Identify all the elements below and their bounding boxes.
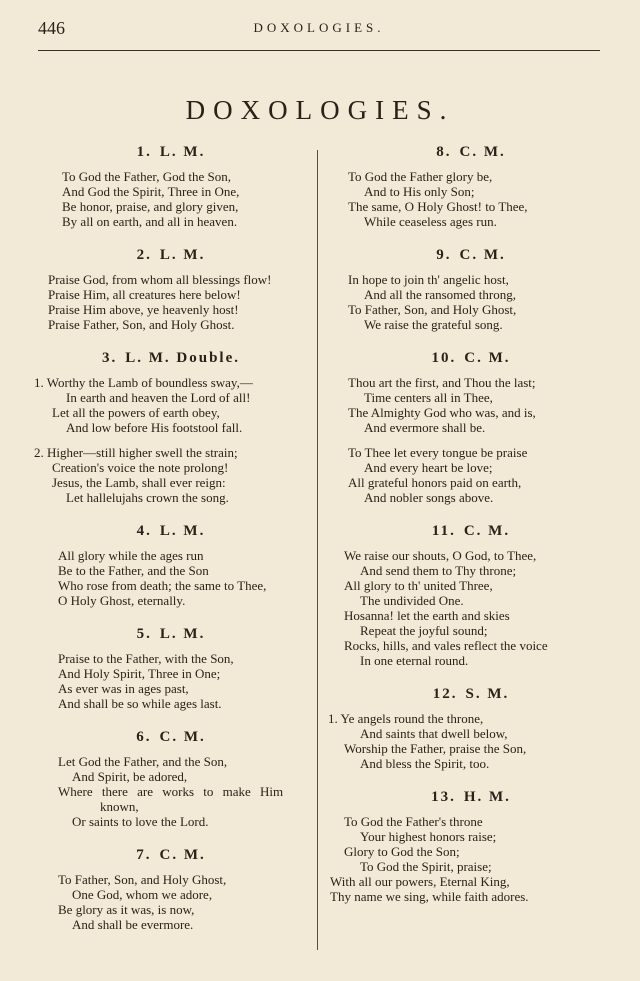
doxology-3 bbox=[26, 350, 316, 505]
doxology-12 bbox=[326, 686, 616, 771]
verse-line: Glory to God the Son; bbox=[344, 844, 460, 859]
verse-line: To God the Father glory be, bbox=[348, 169, 493, 184]
verse-line: Be honor, praise, and glory given, bbox=[62, 199, 239, 214]
verse-line: All glory to th' united Three, bbox=[344, 578, 493, 593]
verse-line: Be to the Father, and the Son bbox=[58, 563, 209, 578]
right-column bbox=[326, 144, 616, 904]
verse-line: One God, whom we adore, bbox=[72, 887, 213, 902]
verse-line: All glory while the ages run bbox=[58, 548, 204, 563]
page-number: 446 bbox=[38, 18, 65, 38]
verse-line: In earth and heaven the Lord of all! bbox=[66, 390, 251, 405]
verse-line: O Holy Ghost, eternally. bbox=[58, 593, 186, 608]
verse-line: To Thee let every tongue be praise bbox=[348, 445, 528, 460]
verse-line: While ceaseless ages run. bbox=[364, 214, 497, 229]
doxology-heading: 3. L. M. Double. bbox=[101, 350, 240, 366]
doxology-5 bbox=[26, 626, 316, 711]
doxology-13 bbox=[326, 789, 616, 904]
verse-line: To God the Father, God the Son, bbox=[62, 169, 231, 184]
verse-line: Be glory as it was, is now, bbox=[58, 902, 195, 917]
doxology-heading: 10. C. M. bbox=[431, 350, 511, 366]
page-title: DOXOLOGIES. bbox=[185, 95, 455, 125]
verse-line: Let hallelujahs crown the song. bbox=[66, 490, 229, 505]
doxology-10 bbox=[326, 350, 616, 505]
verse-line: And every heart be love; bbox=[364, 460, 493, 475]
doxology-4 bbox=[26, 523, 316, 608]
verse-line: To God the Spirit, praise; bbox=[360, 859, 492, 874]
verse-line: We raise our shouts, O God, to Thee, bbox=[344, 548, 537, 563]
verse-line: In hope to join th' angelic host, bbox=[348, 272, 509, 287]
doxology-heading: 1. L. M. bbox=[136, 144, 206, 160]
doxology-heading: 9. C. M. bbox=[436, 247, 506, 263]
running-title: DOXOLOGIES. bbox=[253, 20, 385, 35]
doxology-7 bbox=[26, 847, 316, 932]
doxology-11 bbox=[326, 523, 616, 668]
verse-line: And nobler songs above. bbox=[364, 490, 494, 505]
doxology-9 bbox=[326, 247, 616, 332]
verse-line: 2. Higher—still higher swell the strain; bbox=[34, 445, 238, 460]
verse-line: As ever was in ages past, bbox=[58, 681, 189, 696]
verse-line: Hosanna! let the earth and skies bbox=[344, 608, 510, 623]
verse-line: And bless the Spirit, too. bbox=[360, 756, 490, 771]
verse-line: Repeat the joyful sound; bbox=[360, 623, 488, 638]
doxology-heading: 13. H. M. bbox=[431, 789, 511, 805]
verse-line: Rocks, hills, and vales reflect the voice bbox=[344, 638, 548, 653]
verse-line: And Spirit, be adored, bbox=[72, 769, 188, 784]
verse-line: The Almighty God who was, and is, bbox=[348, 405, 536, 420]
verse-line: And Holy Spirit, Three in One; bbox=[58, 666, 221, 681]
verse-line: Worship the Father, praise the Son, bbox=[344, 741, 527, 756]
verse-line: And God the Spirit, Three in One, bbox=[62, 184, 240, 199]
verse-line: Your highest honors raise; bbox=[360, 829, 497, 844]
verse-line: With all our powers, Eternal King, bbox=[330, 874, 510, 889]
verse-line: Who rose from death; the same to Thee, bbox=[58, 578, 267, 593]
verse-line: Praise to the Father, with the Son, bbox=[58, 651, 234, 666]
verse-line: Thou art the first, and Thou the last; bbox=[348, 375, 536, 390]
verse-line: Where there are works to make Him bbox=[58, 784, 284, 799]
verse-line: The same, O Holy Ghost! to Thee, bbox=[348, 199, 528, 214]
verse-line: Praise God, from whom all blessings flow! bbox=[48, 272, 272, 287]
verse-line: And saints that dwell below, bbox=[360, 726, 508, 741]
doxology-1 bbox=[26, 144, 316, 229]
doxology-heading: 11. C. M. bbox=[431, 523, 511, 539]
doxology-2 bbox=[26, 247, 316, 332]
verse-line: In one eternal round. bbox=[360, 653, 469, 668]
verse-line: We raise the grateful song. bbox=[364, 317, 503, 332]
verse-line: 1. Worthy the Lamb of boundless sway,— bbox=[34, 375, 253, 390]
page-header bbox=[38, 18, 600, 40]
doxology-heading: 12. S. M. bbox=[432, 686, 510, 702]
doxology-heading: 4. L. M. bbox=[136, 523, 206, 539]
verse-line: Praise Father, Son, and Holy Ghost. bbox=[48, 317, 235, 332]
doxology-heading: 8. C. M. bbox=[436, 144, 506, 160]
verse-line: Creation's voice the note prolong! bbox=[52, 460, 229, 475]
verse-line: And send them to Thy throne; bbox=[360, 563, 517, 578]
verse-line: Jesus, the Lamb, shall ever reign: bbox=[52, 475, 226, 490]
verse-line: And to His only Son; bbox=[364, 184, 475, 199]
verse-line: To Father, Son, and Holy Ghost, bbox=[348, 302, 517, 317]
verse-line: Praise Him above, ye heavenly host! bbox=[48, 302, 239, 317]
doxology-heading: 5. L. M. bbox=[136, 626, 206, 642]
verse-line: And low before His footstool fall. bbox=[66, 420, 243, 435]
doxology-6 bbox=[26, 729, 316, 829]
verse-line: Praise Him, all creatures here below! bbox=[48, 287, 241, 302]
verse-line: To Father, Son, and Holy Ghost, bbox=[58, 872, 227, 887]
verse-line: And evermore shall be. bbox=[364, 420, 486, 435]
verse-line: By all on earth, and all in heaven. bbox=[62, 214, 238, 229]
doxology-8 bbox=[326, 144, 616, 229]
verse-line: Time centers all in Thee, bbox=[364, 390, 493, 405]
verse-line: All grateful honors paid on earth, bbox=[348, 475, 522, 490]
left-column bbox=[26, 144, 316, 932]
doxology-heading: 2. L. M. bbox=[136, 247, 206, 263]
verse-line: Thy name we sing, while faith adores. bbox=[330, 889, 529, 904]
verse-line: Or saints to love the Lord. bbox=[72, 814, 209, 829]
verse-line: And shall be so while ages last. bbox=[58, 696, 222, 711]
verse-line: The undivided One. bbox=[360, 593, 464, 608]
verse-line: To God the Father's throne bbox=[344, 814, 483, 829]
verse-line: known, bbox=[100, 799, 139, 814]
column-divider bbox=[317, 150, 318, 950]
verse-line: Let all the powers of earth obey, bbox=[52, 405, 220, 420]
doxology-heading: 6. C. M. bbox=[136, 729, 206, 745]
verse-line: And shall be evermore. bbox=[72, 917, 194, 932]
header-rule bbox=[38, 50, 600, 51]
verse-line: Let God the Father, and the Son, bbox=[58, 754, 228, 769]
doxology-heading: 7. C. M. bbox=[136, 847, 206, 863]
verse-line: And all the ransomed throng, bbox=[364, 287, 516, 302]
verse-line: 1. Ye angels round the throne, bbox=[328, 711, 484, 726]
